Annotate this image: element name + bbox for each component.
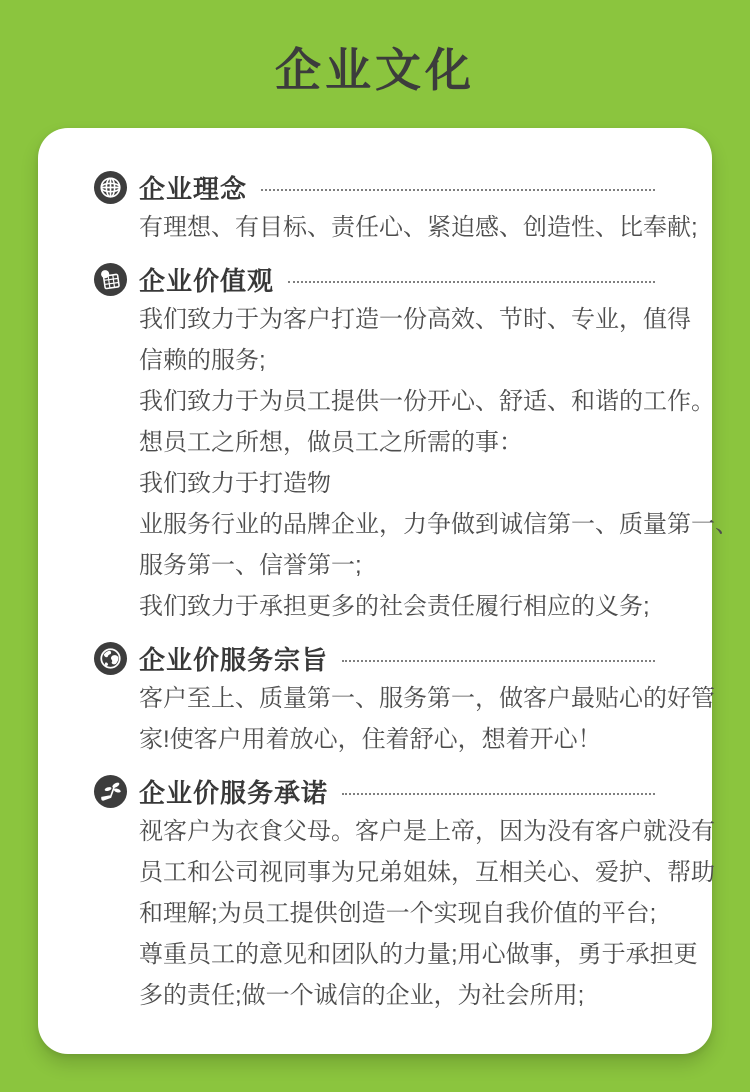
body-line: 我们致力于打造物 [139,470,331,497]
section-header [93,168,657,206]
body-line: 家!使客户用着放心，住着舒心，想着开心！ [139,726,602,753]
body-line: 员工和公司视同事为兄弟姐妹，互相关心、爱护、帮助 [139,859,715,886]
section-header [93,639,657,677]
section-service-promise [93,772,715,1016]
body-line: 尊重员工的意见和团队的力量;用心做事，勇于承担更 [139,941,698,968]
page-header [0,0,750,128]
section-values [93,260,739,627]
body-line: 我们致力于为员工提供一份开心、舒适、和谐的工作。 [139,388,715,415]
body-line: 我们致力于为客户打造一份高效、节时、专业，值得 [139,306,691,333]
dotted-divider [342,793,655,795]
dotted-divider [342,660,655,662]
page-title: 企业文化 [275,44,475,96]
body-line: 业服务行业的品牌企业，力争做到诚信第一、质量第一、 [139,511,739,538]
section-title: 企业价服务宗旨 [139,644,329,675]
body-line: 想员工之所想，做员工之所需的事： [139,429,523,456]
section-title: 企业价服务承诺 [139,777,329,808]
body-line: 有理想、有目标、责任心、紧迫感、创造性、比奉献; [139,214,698,241]
culture-card [38,128,739,1054]
body-line: 服务第一、信誉第一; [139,552,362,579]
body-line: 我们致力于承担更多的社会责任履行相应的义务; [139,593,650,620]
hand-sprout-icon [93,774,128,809]
section-title: 企业理念 [139,173,248,204]
section-service-purpose [93,639,715,760]
body-line: 多的责任;做一个诚信的企业，为社会所用; [139,982,585,1009]
section-body [93,206,698,248]
body-line: 和理解;为员工提供创造一个实现自我价值的平台; [139,900,657,927]
body-line: 客户至上、质量第一、服务第一，做客户最贴心的好管 [139,685,715,712]
dotted-divider [261,189,655,191]
body-line: 视客户为衣食父母。客户是上帝，因为没有客户就没有 [139,818,715,845]
section-body [93,298,739,627]
section-body [93,810,715,1016]
body-line: 信赖的服务; [139,347,266,374]
section-header [93,772,657,810]
globe-earth-icon [93,641,128,676]
section-philosophy [93,168,698,248]
section-header [93,260,657,298]
globe-grid-icon [93,170,128,205]
section-body [93,677,715,760]
dotted-divider [288,281,655,283]
section-title: 企业价值观 [139,265,275,296]
ledger-grid-icon [93,262,128,297]
